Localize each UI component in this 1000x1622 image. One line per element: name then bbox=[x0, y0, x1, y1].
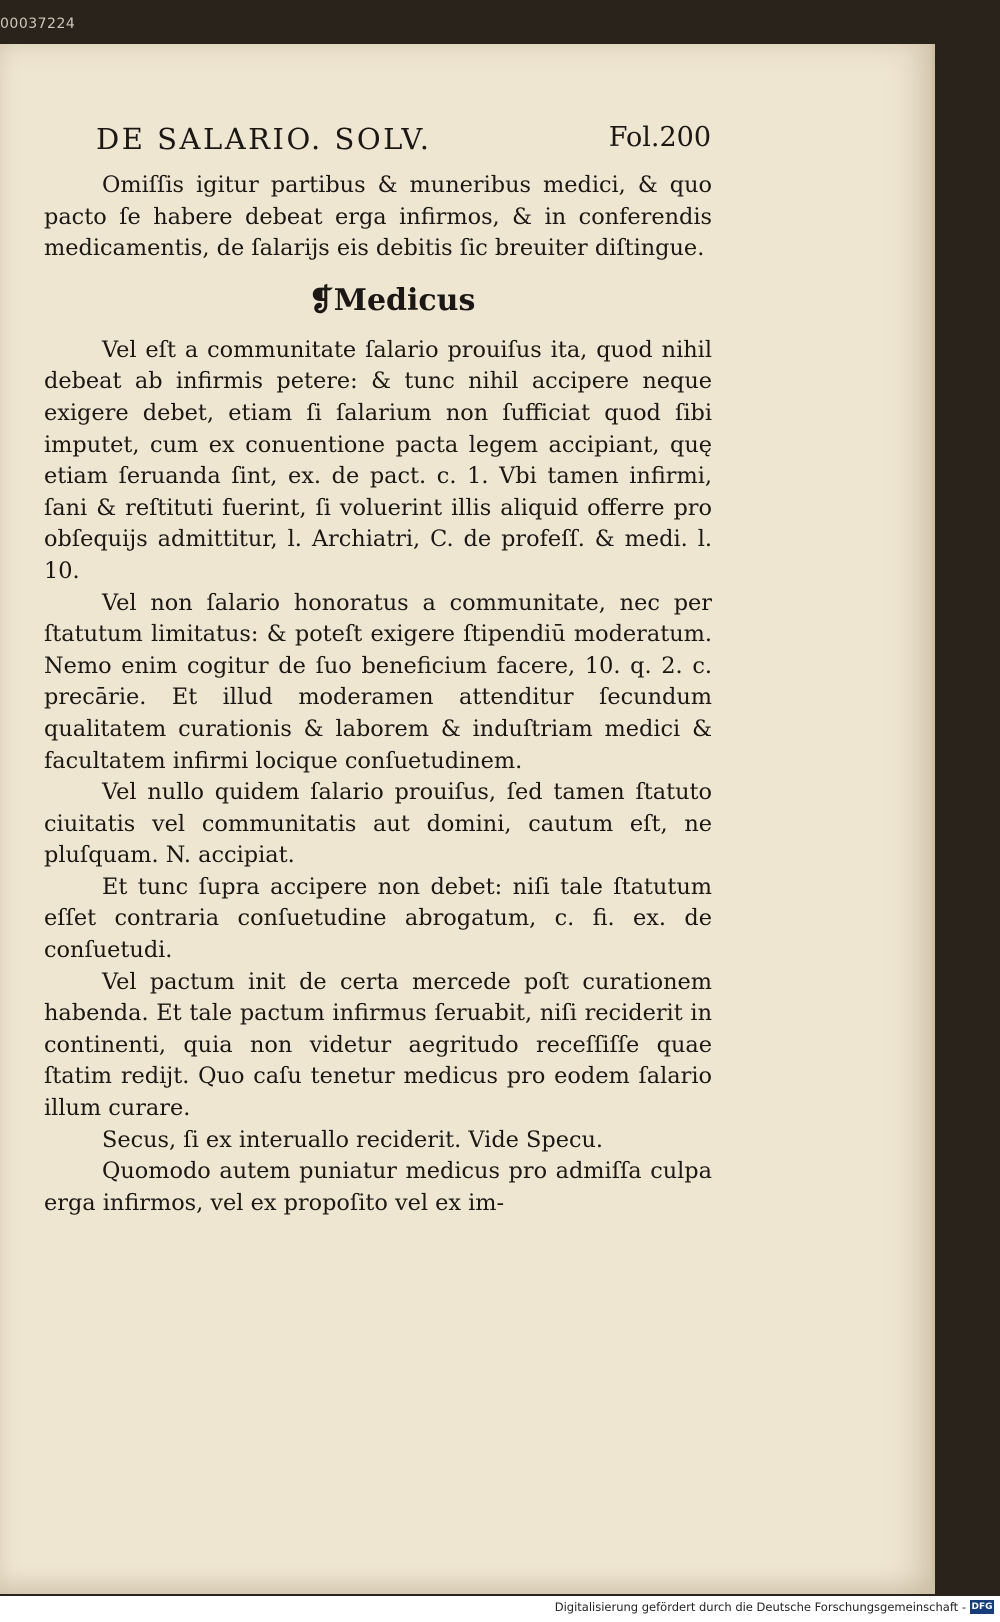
paragraph-6: Secus, ſi ex interuallo reciderit. Vide Specu. bbox=[102, 1126, 604, 1153]
paragraph-5: Vel pactum init de certa mercede poſt curationem habenda. Et tale pactum infirmus ſeruabit, niſi reciderit in continenti, quia non videtur aegritudo receſſiſſe quae ſtatim redijt. Quo caſu tenetur medicus pro eodem ſalario illum curare. bbox=[44, 968, 712, 1122]
paragraph-4: Et tunc ſupra accipere non debet: niſi tale ſtatutum eſſet contraria conſuetudine abrogatum, c. fi. ex. de conſuetudi. bbox=[44, 873, 712, 964]
paragraph-1: Vel eſt a communitate ſalario prouiſus ita, quod nihil debeat ab infirmis petere: & tunc nihil accipere neque exigere debet, etiam ſi ſalarium non ſufficiat quod ſibi imputet, cum ex conuentione pacta legem accipiant, quę etiam ſeruanda ſint, ex. de pact. c. 1. Vbi tamen infirmi, ſani & reſtituti fuerint, ſi voluerint illis aliquid offerre pro obſequijs admittitur, l. Archiatri, C. de profeſſ. & medi. l. 10. bbox=[44, 336, 712, 584]
folio-number: Fol.200 bbox=[608, 122, 711, 153]
footer-bar bbox=[0, 1596, 1000, 1622]
dfg-logo-icon: DFG bbox=[971, 1602, 993, 1612]
running-title: DE SALARIO. SOLV. bbox=[96, 122, 432, 156]
paragraph-7: Quomodo autem puniatur medicus pro admiſſa culpa erga infirmos, vel ex propoſito vel ex im- bbox=[44, 1158, 712, 1216]
intro-paragraph: Omiſſis igitur partibus & muneribus medici, & quo pacto ſe habere debeat erga infirmos, & in conferendis medicamentis, de ſalarijs eis debitis ſic breuiter diſtingue. bbox=[44, 172, 712, 262]
page-body bbox=[44, 170, 712, 1219]
book-page bbox=[0, 44, 935, 1594]
page-header bbox=[96, 122, 711, 162]
scan-id-label: 00037224 bbox=[0, 16, 76, 32]
section-heading: ❡Medicus bbox=[308, 282, 476, 318]
funding-credit: Digitalisierung gefördert durch die Deutsche Forschungsgemeinschaft - bbox=[554, 1600, 966, 1614]
paragraph-2: Vel non ſalario honoratus a communitate, nec per ſtatutum limitatus: & poteſt exigere ſtipendiū moderatum. Nemo enim cogitur de ſuo beneficium facere, 10. q. 2. c. precārie. Et illud moderamen attenditur ſecundum qualitatem curationis & laborem & induſtriam medici & facultatem infirmi locique conſuetudinem. bbox=[44, 589, 712, 774]
paragraph-3: Vel nullo quidem ſalario prouiſus, ſed tamen ſtatuto ciuitatis vel communitatis aut domini, cautum eſt, ne pluſquam. N. accipiat. bbox=[44, 779, 712, 869]
